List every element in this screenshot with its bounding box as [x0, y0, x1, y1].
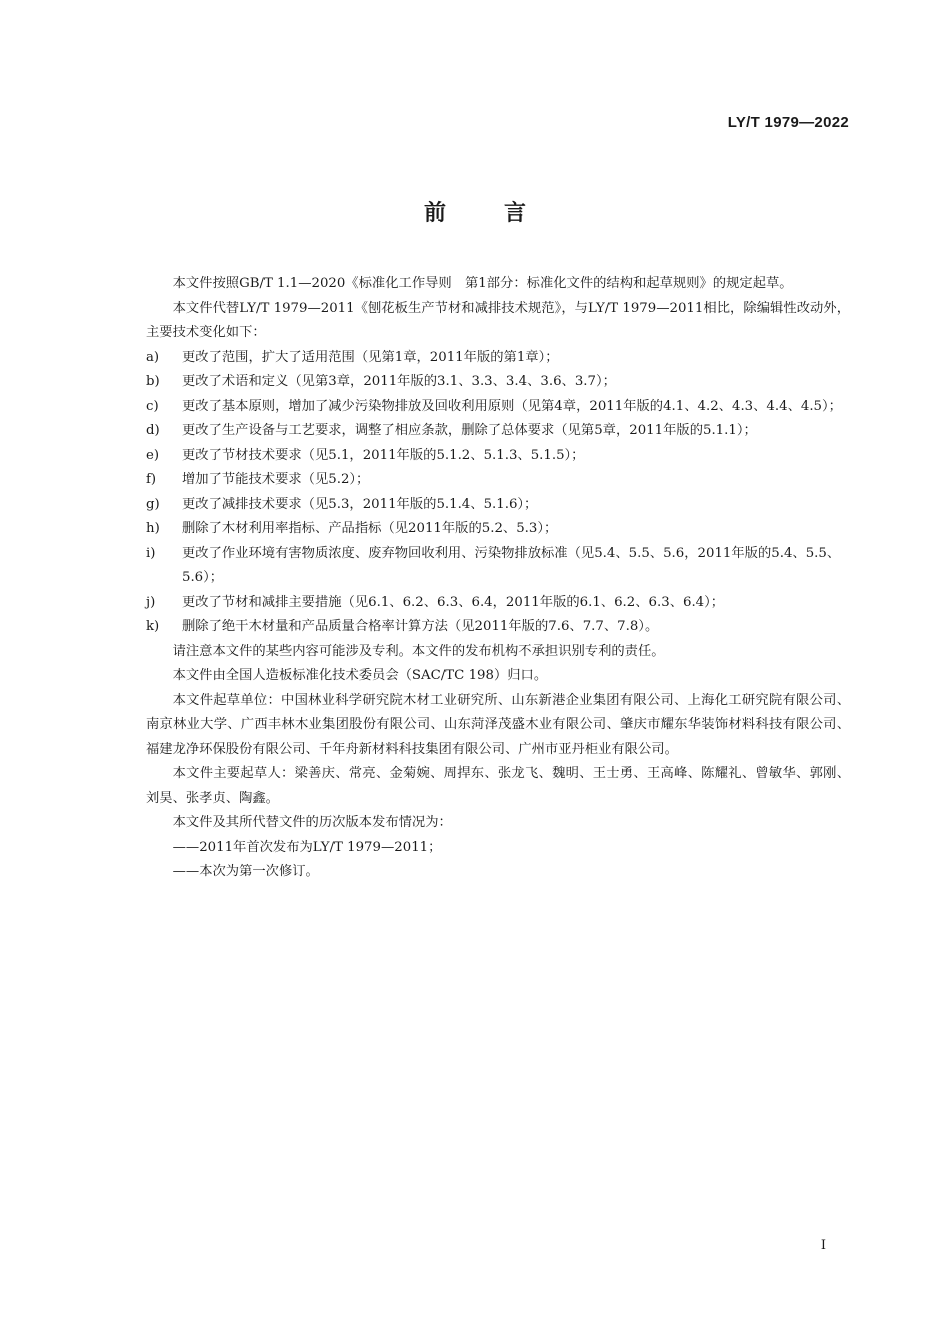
- list-item-label: f): [146, 472, 157, 487]
- list-item-label: e): [146, 447, 160, 463]
- list-item: [146, 444, 850, 469]
- history-item: ——2011年首次发布为LY/T 1979—2011；: [172, 839, 442, 855]
- list-item: [146, 370, 850, 395]
- list-item-label: c): [146, 398, 159, 414]
- standard-code: LY/T 1979—2022: [727, 114, 849, 131]
- list-item-text: 更改了作业环境有害物质浓度、废弃物回收利用、污染物排放标准（见5.4、5.5、5.6，2011年版的5.4、5.5、5.6）；: [182, 545, 841, 585]
- paragraph: 本文件按照GB/T 1.1—2020《标准化工作导则 第1部分：标准化文件的结构和起草规则》的规定起草。: [172, 276, 793, 291]
- list-item-text: 更改了减排技术要求（见5.3，2011年版的5.1.4、5.1.6）；: [182, 496, 538, 512]
- list-item: [146, 615, 850, 640]
- history-intro: 本文件及其所代替文件的历次版本发布情况为：: [172, 815, 452, 830]
- list-item-text: 更改了节材技术要求（见5.1，2011年版的5.1.2、5.1.3、5.1.5）；: [182, 447, 585, 463]
- list-item-text: 更改了范围，扩大了适用范围（见第1章，2011年版的第1章）；: [182, 349, 559, 365]
- page-number: I: [820, 1238, 826, 1253]
- list-item: [146, 468, 850, 493]
- list-item-text: 更改了生产设备与工艺要求，调整了相应条款，删除了总体要求（见第5章，2011年版的5.1.1）；: [182, 423, 757, 438]
- patent-notice: 请注意本文件的某些内容可能涉及专利。本文件的发布机构不承担识别专利的责任。: [172, 643, 665, 659]
- list-item-text: 更改了术语和定义（见第3章，2011年版的3.1、3.3、3.4、3.6、3.7）；: [182, 374, 616, 389]
- paragraph: 本文件代替LY/T 1979—2011《刨花板生产节材和减排技术规范》，与LY/T 1979—2011相比，除编辑性改动外，主要技术变化如下：: [146, 300, 850, 340]
- list-item-label: h): [146, 521, 160, 536]
- list-item-label: b): [146, 374, 160, 389]
- foreword-body: [146, 272, 850, 885]
- list-item-text: 增加了节能技术要求（见5.2）；: [182, 472, 370, 487]
- history-item: ——本次为第一次修订。: [172, 864, 319, 879]
- list-item: [146, 395, 850, 420]
- list-item: [146, 591, 850, 616]
- committee-paragraph: 本文件由全国人造板标准化技术委员会（SAC/TC 198）归口。: [172, 668, 548, 683]
- list-item-text: 删除了绝干木材量和产品质量合格率计算方法（见2011年版的7.6、7.7、7.8）。: [182, 619, 659, 634]
- list-item: [146, 346, 850, 371]
- list-item: [146, 517, 850, 542]
- list-item-label: a): [146, 349, 160, 365]
- list-item-text: 删除了木材利用率指标、产品指标（见2011年版的5.2、5.3）；: [182, 521, 558, 536]
- list-item: [146, 542, 850, 591]
- list-item: [146, 419, 850, 444]
- drafters-paragraph: 本文件主要起草人：梁善庆、常亮、金菊婉、周捍东、张龙飞、魏明、王士勇、王高峰、陈耀礼、曾敏华、郭刚、刘昊、张孝贞、陶鑫。: [146, 766, 850, 806]
- list-item-label: d): [146, 423, 160, 438]
- list-item-label: i): [146, 545, 156, 561]
- list-item-text: 更改了基本原则，增加了减少污染物排放及回收利用原则（见第4章，2011年版的4.1、4.2、4.3、4.4、4.5）；: [182, 398, 842, 414]
- list-item-label: g): [146, 496, 160, 512]
- list-item-label: k): [146, 619, 160, 634]
- list-item-text: 更改了节材和减排主要措施（见6.1、6.2、6.3、6.4，2011年版的6.1、6.2、6.3、6.4）；: [182, 594, 725, 610]
- page-title: 前言: [423, 201, 584, 226]
- list-item-label: j): [146, 594, 156, 610]
- change-list: [146, 346, 850, 640]
- drafting-units-paragraph: 本文件起草单位：中国林业科学研究院木材工业研究所、山东新港企业集团有限公司、上海化工研究院有限公司、南京林业大学、广西丰林木业集团股份有限公司、山东菏泽茂盛木业有限公司、肇庆市耀东华装饰材料科技有限公司、福建龙净环保股份有限公司、千年舟新材料科技集团有限公司、广州市亚丹柜业有限公司。: [146, 692, 850, 757]
- list-item: [146, 493, 850, 518]
